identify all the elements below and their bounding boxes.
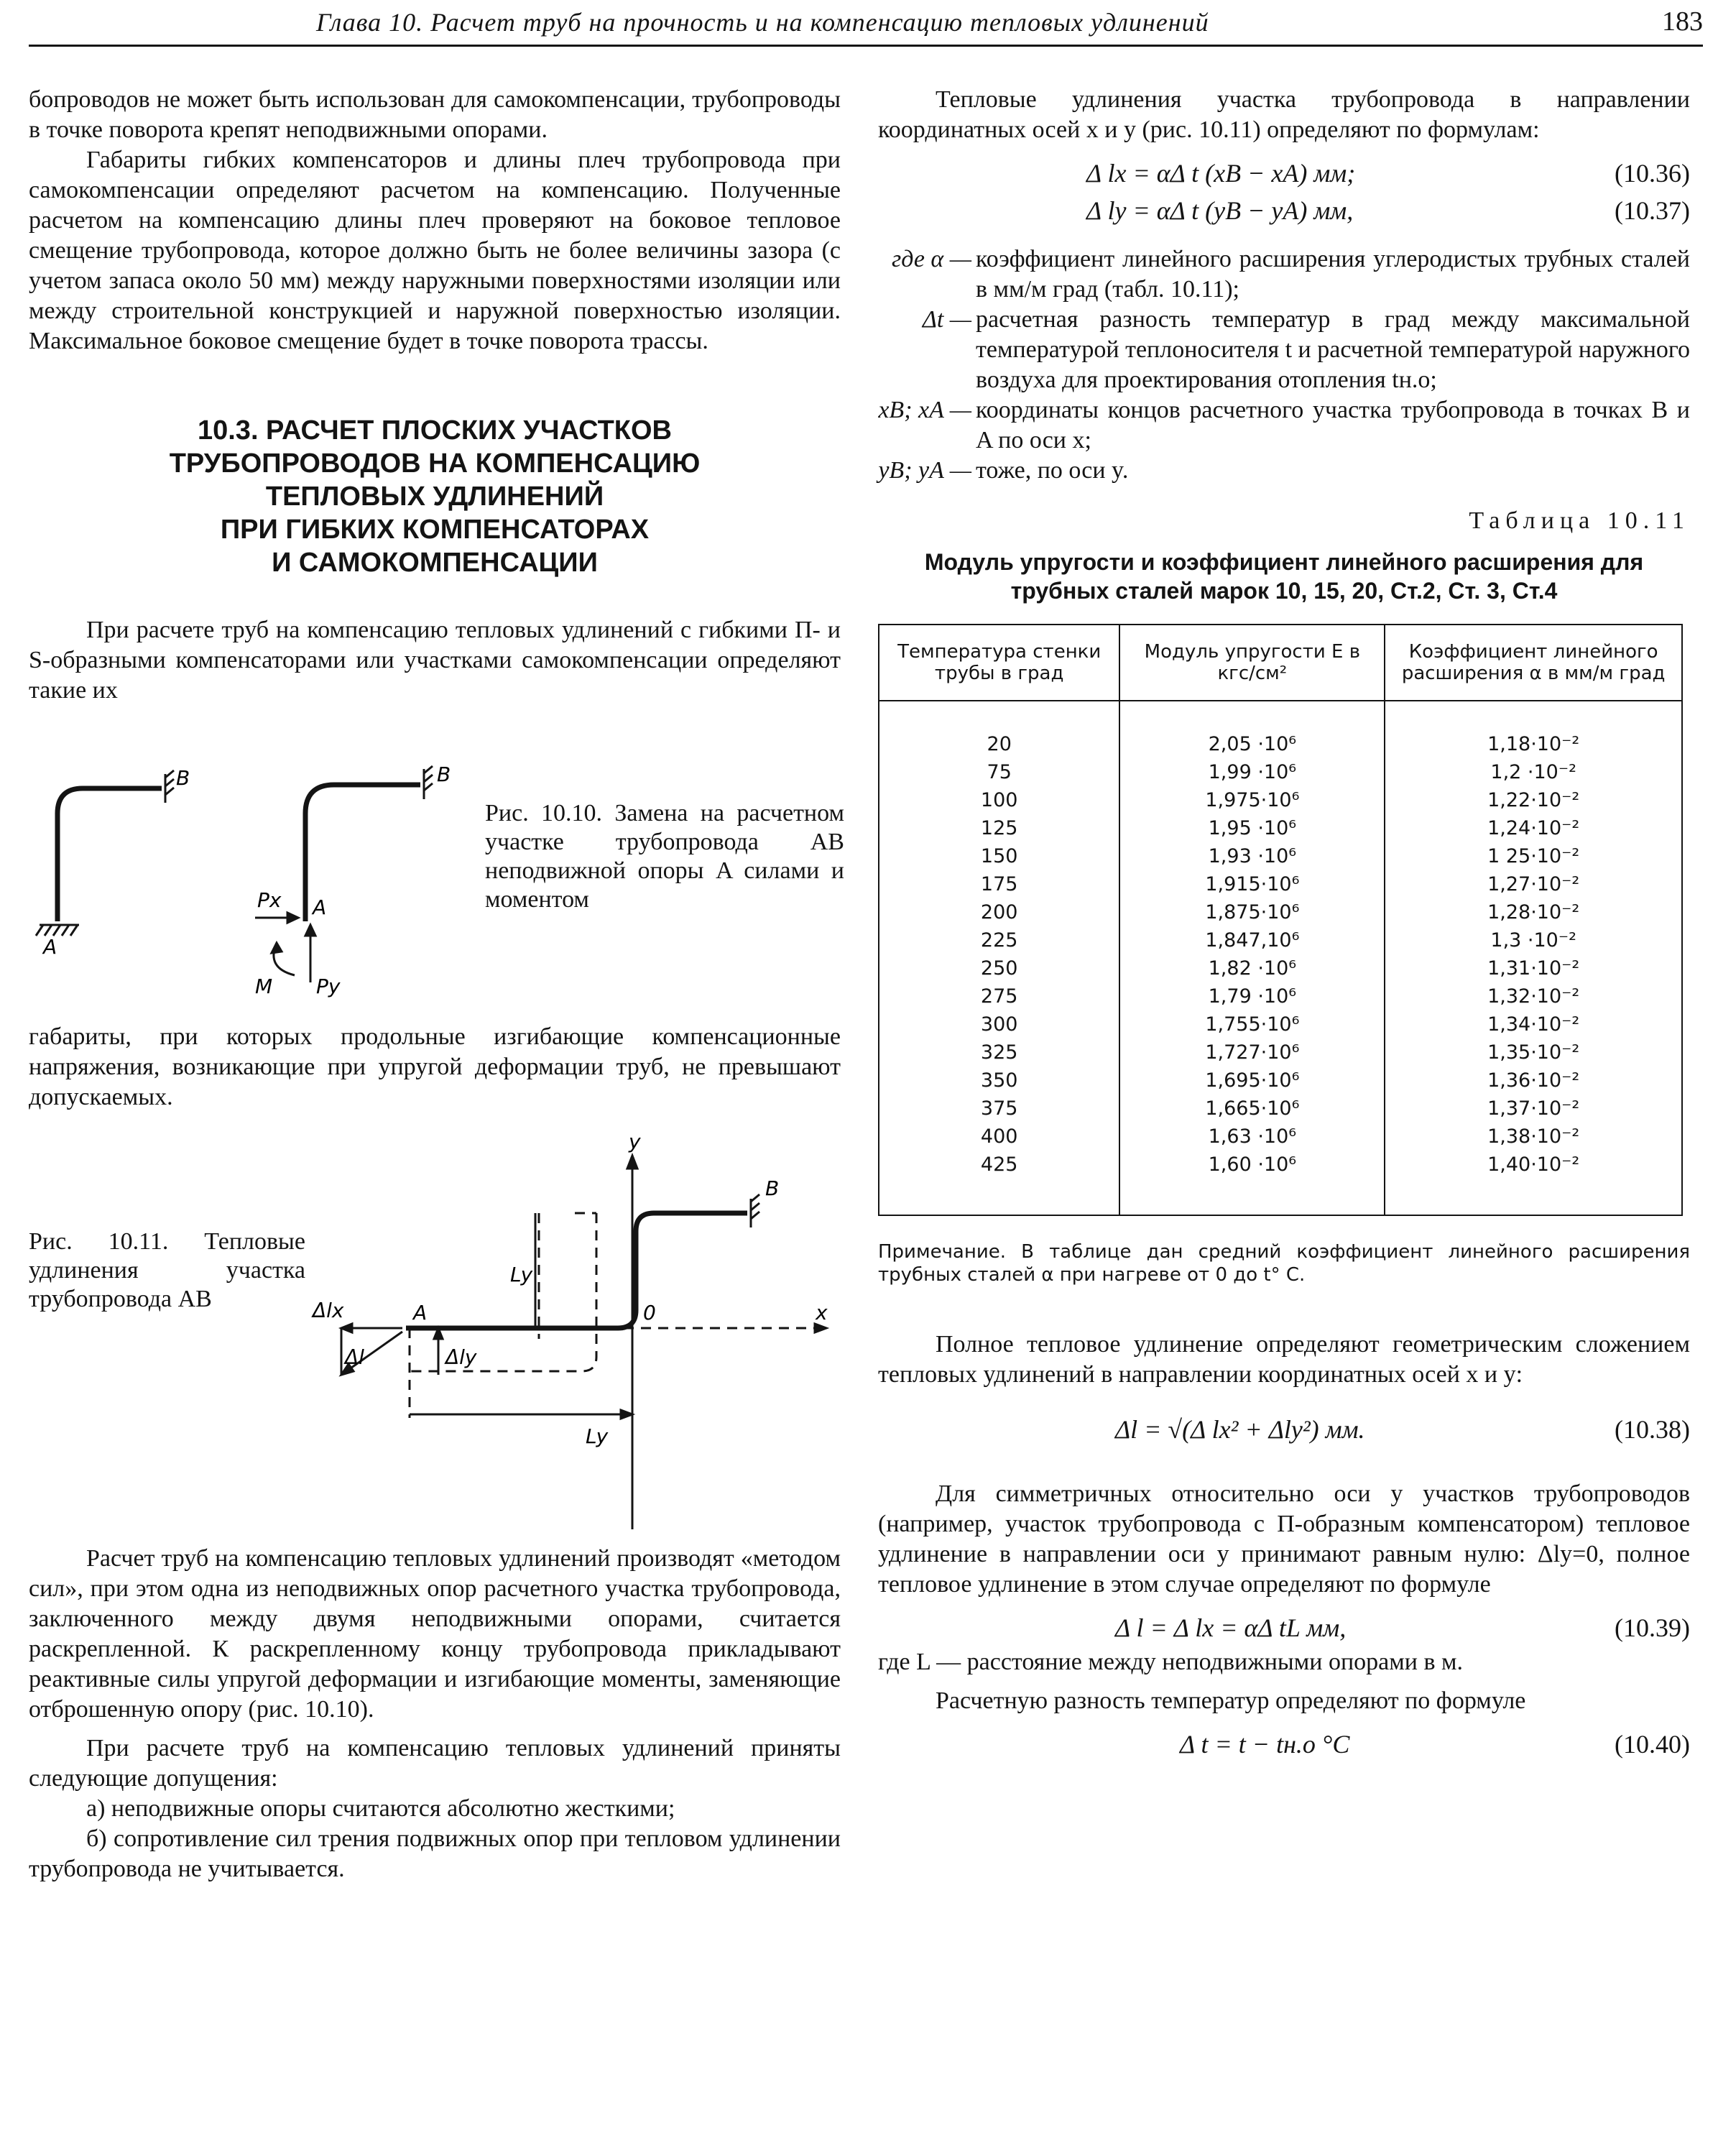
definition-text: тоже, по оси y.	[976, 457, 1129, 484]
figure-10-10	[29, 706, 844, 1022]
paragraph: При расчете труб на компенсацию тепловых удлинений приняты следующие допущения:	[29, 1735, 841, 1792]
table-row	[879, 1151, 1682, 1215]
table-row	[879, 898, 1682, 926]
table-cell: 1,82 ·10⁶	[1119, 954, 1385, 982]
table-cell: 325	[879, 1038, 1119, 1067]
table-cell: 1,28·10⁻²	[1385, 898, 1682, 926]
table-cell: 125	[879, 814, 1119, 842]
fig-label-ly-horizontal: Ly	[586, 1424, 609, 1448]
table-cell: 1,665·10⁶	[1119, 1095, 1385, 1123]
axis-label-y: y	[629, 1130, 641, 1153]
table-title: Модуль упругости и коэффициент линейного расширения для трубных сталей марок 10, 15, 20, Ст.2, Ст. 3, Ст.4	[924, 549, 1644, 604]
fig-label-px: Px	[257, 888, 282, 912]
table-cell: 1,95 ·10⁶	[1119, 814, 1385, 842]
column-header: Температура стенки трубы в град	[879, 625, 1119, 701]
table-cell: 1,60 ·10⁶	[1119, 1151, 1385, 1215]
table-row	[879, 982, 1682, 1010]
formula-10-38	[878, 1411, 1690, 1457]
page-header	[29, 0, 1703, 47]
table-cell: 1,93 ·10⁶	[1119, 842, 1385, 870]
table-row	[879, 842, 1682, 870]
table-cell: 1,727·10⁶	[1119, 1038, 1385, 1067]
table-row	[879, 954, 1682, 982]
axis-label-x: x	[816, 1301, 828, 1325]
table-cell: 400	[879, 1123, 1119, 1151]
table-cell: 1,975·10⁶	[1119, 786, 1385, 814]
fig-label-dl: Δl	[345, 1345, 364, 1369]
table-cell: 1,2 ·10⁻²	[1385, 758, 1682, 786]
table-row	[879, 1095, 1682, 1123]
table-label: Таблица 10.11	[1469, 507, 1690, 534]
table-cell: 150	[879, 842, 1119, 870]
table-cell: 1,79 ·10⁶	[1119, 982, 1385, 1010]
running-head: Глава 10. Расчет труб на прочность и на компенсацию тепловых удлинений	[316, 8, 1209, 37]
table-cell: 100	[879, 786, 1119, 814]
table-row	[879, 1123, 1682, 1151]
definition-symbol: Δt —	[922, 306, 971, 333]
paragraph: где L — расстояние между неподвижными опорами в м.	[878, 1649, 1464, 1675]
table-cell: 1,18·10⁻²	[1385, 701, 1682, 758]
definition-item	[878, 305, 1690, 395]
data-table	[878, 624, 1683, 1216]
formula-number: (10.39)	[1615, 1613, 1690, 1642]
fig-label-b1: B	[176, 766, 190, 790]
table-cell: 1,27·10⁻²	[1385, 870, 1682, 898]
section-title-line: 10.3. РАСЧЕТ ПЛОСКИХ УЧАСТКОВ	[197, 415, 672, 446]
table-row	[879, 758, 1682, 786]
table-cell: 1,37·10⁻²	[1385, 1095, 1682, 1123]
definition-text: координаты концов расчетного участка трубопровода в точках B и A по оси x;	[976, 397, 1690, 453]
table-cell: 350	[879, 1067, 1119, 1095]
paragraph: а) неподвижные опоры считаются абсолютно жесткими;	[86, 1795, 675, 1822]
fig-label-ly-vertical: Ly	[510, 1263, 533, 1286]
formula-10-40	[878, 1726, 1690, 1764]
table-cell: 2,05 ·10⁶	[1119, 701, 1385, 758]
definition-list	[878, 244, 1690, 486]
table-cell: 1,915·10⁶	[1119, 870, 1385, 898]
section-title-line: И САМОКОМПЕНСАЦИИ	[272, 548, 598, 578]
table-row	[879, 1038, 1682, 1067]
paragraph: б) сопротивление сил трения подвижных опор при тепловом удлинении трубопровода не учитывается.	[29, 1825, 841, 1882]
paragraph: Полное тепловое удлинение определяют геометрическим сложением тепловых удлинений в направлении координатных осей x и y:	[878, 1331, 1690, 1388]
page-number: 183	[1662, 6, 1703, 37]
fig-label-a: A	[413, 1301, 428, 1325]
table-cell: 1,22·10⁻²	[1385, 786, 1682, 814]
definition-text: расчетная разность температур в град между максимальной температурой теплоносителя t и расчетной температурой наружного воздуха для проектирования отопления tн.о;	[976, 306, 1690, 393]
formula-number: (10.40)	[1615, 1730, 1690, 1759]
formula-expression: Δ lx = αΔ t (xB − xA) мм;	[1086, 159, 1356, 188]
table-cell: 300	[879, 1010, 1119, 1038]
section-title	[29, 414, 841, 579]
fig-label-b2: B	[437, 763, 451, 786]
left-column	[29, 85, 844, 1884]
table-cell: 175	[879, 870, 1119, 898]
fig-label-m: M	[255, 975, 273, 998]
table-cell: 1,99 ·10⁶	[1119, 758, 1385, 786]
definition-symbol: xB; xA —	[878, 397, 971, 423]
table-header-row	[879, 625, 1682, 701]
formula-number: (10.37)	[1615, 196, 1690, 225]
pipe-line	[57, 788, 162, 921]
table-cell: 1,875·10⁶	[1119, 898, 1385, 926]
table-cell: 425	[879, 1151, 1119, 1215]
column-header: Модуль упругости E в кгс/см²	[1119, 625, 1385, 701]
fig-label-py: Py	[316, 975, 341, 998]
definition-symbol: yB; yA —	[878, 457, 971, 484]
pipe-line	[406, 1213, 747, 1328]
table-cell: 1,32·10⁻²	[1385, 982, 1682, 1010]
table-cell: 1,755·10⁶	[1119, 1010, 1385, 1038]
paragraph: Тепловые удлинения участка трубопровода в направлении координатных осей x и y (рис. 10.11) определяют по формулам:	[878, 86, 1690, 143]
formula-10-36	[878, 155, 1690, 193]
table-cell: 1,847,10⁶	[1119, 926, 1385, 954]
section-title-line: ПРИ ГИБКИХ КОМПЕНСАТОРАХ	[220, 515, 650, 545]
table-cell: 1,35·10⁻²	[1385, 1038, 1682, 1067]
definition-text: коэффициент линейного расширения углеродистых трубных сталей в мм/м град (табл. 10.11);	[976, 246, 1690, 303]
table-cell: 1,38·10⁻²	[1385, 1123, 1682, 1151]
table-row	[879, 1067, 1682, 1095]
right-column	[878, 85, 1690, 1764]
table-cell: 225	[879, 926, 1119, 954]
paragraph: Для симметричных относительно оси y участков трубопроводов (например, участок трубопровода с П-образным компенсатором) тепловое удлинение в направлении оси y принимают равным нулю: Δly=0, полное тепловое удлинение в этом случае определяют по формуле	[878, 1480, 1690, 1598]
fig-label-o: 0	[643, 1301, 656, 1325]
table-cell: 1,31·10⁻²	[1385, 954, 1682, 982]
table-cell: 1,36·10⁻²	[1385, 1067, 1682, 1095]
formula-expression: Δ l = Δ lx = αΔ tL мм,	[1115, 1613, 1347, 1642]
table-row	[879, 926, 1682, 954]
table-note: Примечание. В таблице дан средний коэффициент линейного расширения трубных сталей α при нагреве от 0 до t° C.	[878, 1241, 1690, 1286]
figure-10-11-drawing	[29, 1127, 841, 1544]
table-row	[879, 814, 1682, 842]
formula-10-37	[878, 193, 1690, 230]
paragraph: Расчет труб на компенсацию тепловых удлинений производят «методом сил», при этом одна из неподвижных опор расчетного участка трубопровода, заключенного между двумя неподвижными опорами, считается раскрепленной. К раскрепленному концу трубопровода прикладывают реактивные силы упругой деформации и изгибающие моменты, заменяющие отброшенную опору (рис. 10.10).	[29, 1545, 841, 1723]
section-title-line: ТЕПЛОВЫХ УДЛИНЕНИЙ	[265, 482, 604, 512]
table-row	[879, 1010, 1682, 1038]
section-title-line: ТРУБОПРОВОДОВ НА КОМПЕНСАЦИЮ	[169, 448, 701, 479]
paragraph: При расчете труб на компенсацию тепловых удлинений с гибкими П- и S-образными компенсаторами или участками самокомпенсации определяют такие их	[29, 617, 841, 704]
table-cell: 1 25·10⁻²	[1385, 842, 1682, 870]
table-cell: 1,34·10⁻²	[1385, 1010, 1682, 1038]
formula-expression: Δ ly = αΔ t (yB − yA) мм,	[1086, 196, 1354, 225]
column-header: Коэффициент линейного расширения α в мм/м град	[1385, 625, 1682, 701]
table-cell: 1,3 ·10⁻²	[1385, 926, 1682, 954]
figure-10-11	[29, 1127, 841, 1544]
definition-symbol: где α —	[891, 246, 971, 272]
figure-caption: Рис. 10.11. Тепловые удлинения участка трубопровода AB	[29, 1228, 305, 1312]
definition-item	[878, 395, 1690, 456]
fig-label-a2: A	[313, 895, 327, 919]
table-cell: 250	[879, 954, 1119, 982]
formula-number: (10.36)	[1615, 159, 1690, 188]
table-cell: 1,24·10⁻²	[1385, 814, 1682, 842]
table-cell: 1,63 ·10⁶	[1119, 1123, 1385, 1151]
table-cell: 75	[879, 758, 1119, 786]
definition-item	[878, 244, 1690, 305]
table-cell: 375	[879, 1095, 1119, 1123]
paragraph: габариты, при которых продольные изгибающие компенсационные напряжения, возникающие при упругой деформации труб, не превышают допускаемых.	[29, 1023, 841, 1110]
formula-10-39	[878, 1610, 1690, 1647]
table-cell: 200	[879, 898, 1119, 926]
fig-label-b: B	[765, 1176, 780, 1200]
table-cell: 275	[879, 982, 1119, 1010]
formula-number: (10.38)	[1615, 1415, 1690, 1444]
definition-item	[878, 456, 1690, 486]
fig-label-a1: A	[43, 935, 57, 959]
table-cell: 20	[879, 701, 1119, 758]
table-body	[879, 701, 1682, 1215]
paragraph: Габариты гибких компенсаторов и длины плеч трубопровода при самокомпенсации определяют расчетом на компенсацию. Полученные расчетом на компенсацию длины плеч проверяют на боковое тепловое смещение трубопровода, которое должно быть не более величины зазора (с учетом запаса около 50 мм) между наружными поверхностями изоляции или между строительной конструкцией и наружной поверхностью изоляции. Максимальное боковое смещение будет в точке поворота трассы.	[29, 147, 841, 354]
figure-caption: Рис. 10.10. Замена на расчетном участке трубопровода AB неподвижной опоры A силами и моментом	[485, 800, 844, 913]
table-cell: 1,695·10⁶	[1119, 1067, 1385, 1095]
fig-label-dlx: Δlx	[313, 1299, 344, 1322]
fig-label-dly: Δly	[445, 1345, 477, 1369]
table-row	[879, 786, 1682, 814]
table-row	[879, 701, 1682, 758]
table-cell: 1,40·10⁻²	[1385, 1151, 1682, 1215]
paragraph: бопроводов не может быть использован для самокомпенсации, трубопроводы в точке поворота крепят неподвижными опорами.	[29, 86, 841, 143]
table-row	[879, 870, 1682, 898]
formula-expression: Δl = √(Δ lx² + Δly²) мм.	[1115, 1415, 1365, 1444]
formula-expression: Δ t = t − tн.о °C	[1180, 1730, 1350, 1759]
paragraph: Расчетную разность температур определяют по формуле	[936, 1687, 1526, 1714]
